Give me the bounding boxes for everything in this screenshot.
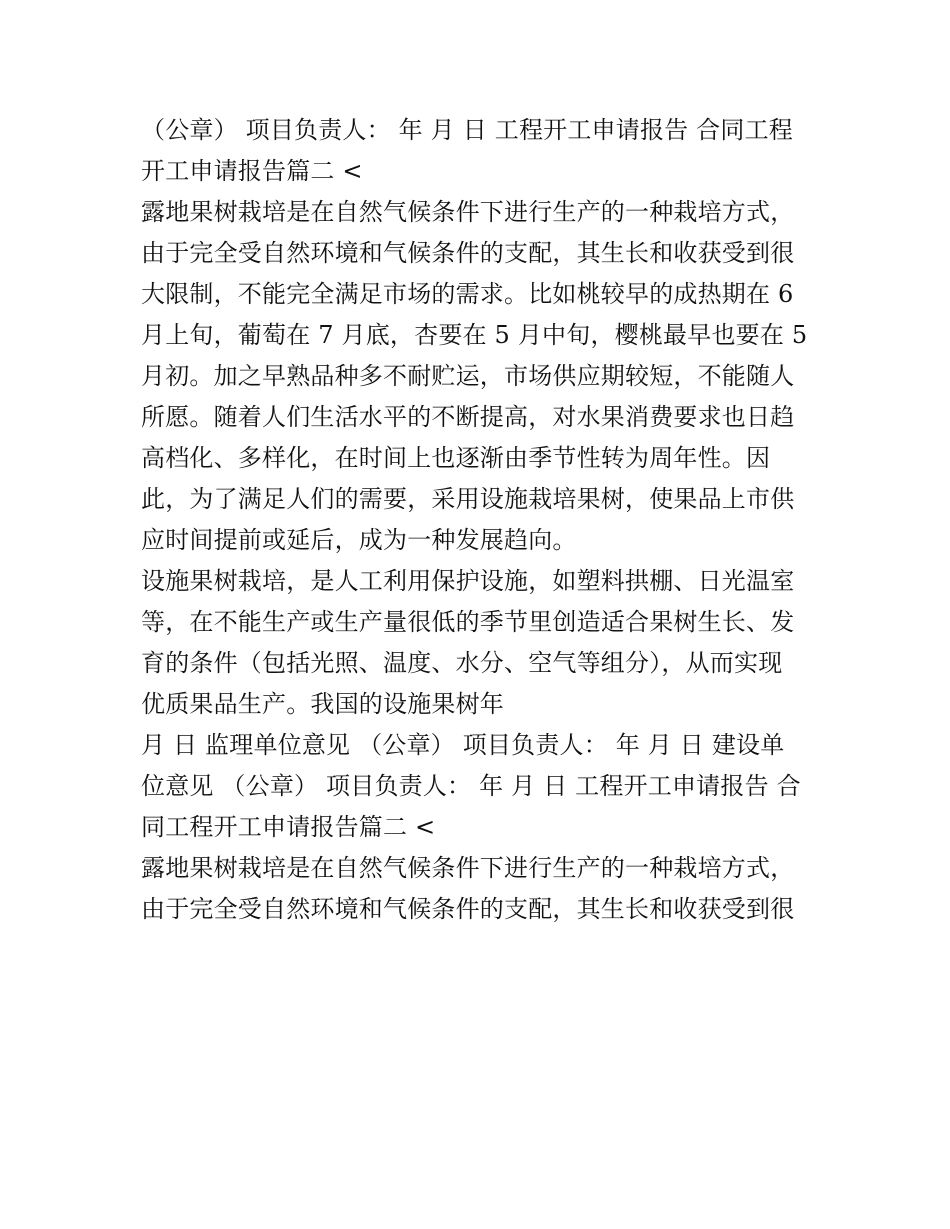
text-line: 开工申请报告篇二 <	[141, 157, 363, 185]
text-line: 大限制，不能完全满足市场的需求。比如桃较早的成热期在 6	[141, 280, 794, 308]
text-line: 育的条件（包括光照、温度、水分、空气等组分），从而实现	[141, 649, 783, 677]
document-page	[141, 110, 813, 930]
text-line: 优质果品生产。我国的设施果树年	[141, 690, 504, 718]
text-line: 所愿。随着人们生活水平的不断提高，对水果消费要求也日趋	[141, 403, 795, 431]
text-line: 月初。加之早熟品种多不耐贮运，市场供应期较短，不能随人	[141, 362, 795, 390]
text-line: 露地果树栽培是在自然气候条件下进行生产的一种栽培方式，	[141, 854, 795, 882]
paragraph-supervision	[141, 725, 813, 848]
text-line: 位意见 （公章） 项目负责人： 年 月 日 工程开工申请报告 合	[141, 772, 801, 800]
paragraph-open-field	[141, 192, 813, 561]
text-line: 应时间提前或延后，成为一种发展趋向。	[141, 526, 577, 554]
paragraph-header	[141, 110, 813, 192]
text-line: 同工程开工申请报告篇二 <	[141, 813, 436, 841]
text-line: 此，为了满足人们的需要，采用设施栽培果树，使果品上市供	[141, 485, 795, 513]
text-line: 设施果树栽培，是人工利用保护设施，如塑料拱棚、日光温室	[141, 567, 795, 595]
text-line: （公章） 项目负责人： 年 月 日 工程开工申请报告 合同工程	[141, 116, 793, 144]
text-line: 高档化、多样化，在时间上也逐渐由季节性转为周年性。因	[141, 444, 771, 472]
paragraph-open-field-repeat	[141, 848, 813, 930]
text-line: 月上旬，葡萄在 7 月底，杏要在 5 月中旬，樱桃最早也要在 5	[141, 321, 808, 349]
paragraph-facility	[141, 561, 813, 725]
text-line: 由于完全受自然环境和气候条件的支配，其生长和收获受到很	[141, 895, 795, 923]
text-line: 等，在不能生产或生产量很低的季节里创造适合果树生长、发	[141, 608, 795, 636]
text-line: 露地果树栽培是在自然气候条件下进行生产的一种栽培方式，	[141, 198, 795, 226]
text-line: 月 日 监理单位意见 （公章） 项目负责人： 年 月 日 建设单	[141, 731, 785, 759]
text-line: 由于完全受自然环境和气候条件的支配，其生长和收获受到很	[141, 239, 795, 267]
